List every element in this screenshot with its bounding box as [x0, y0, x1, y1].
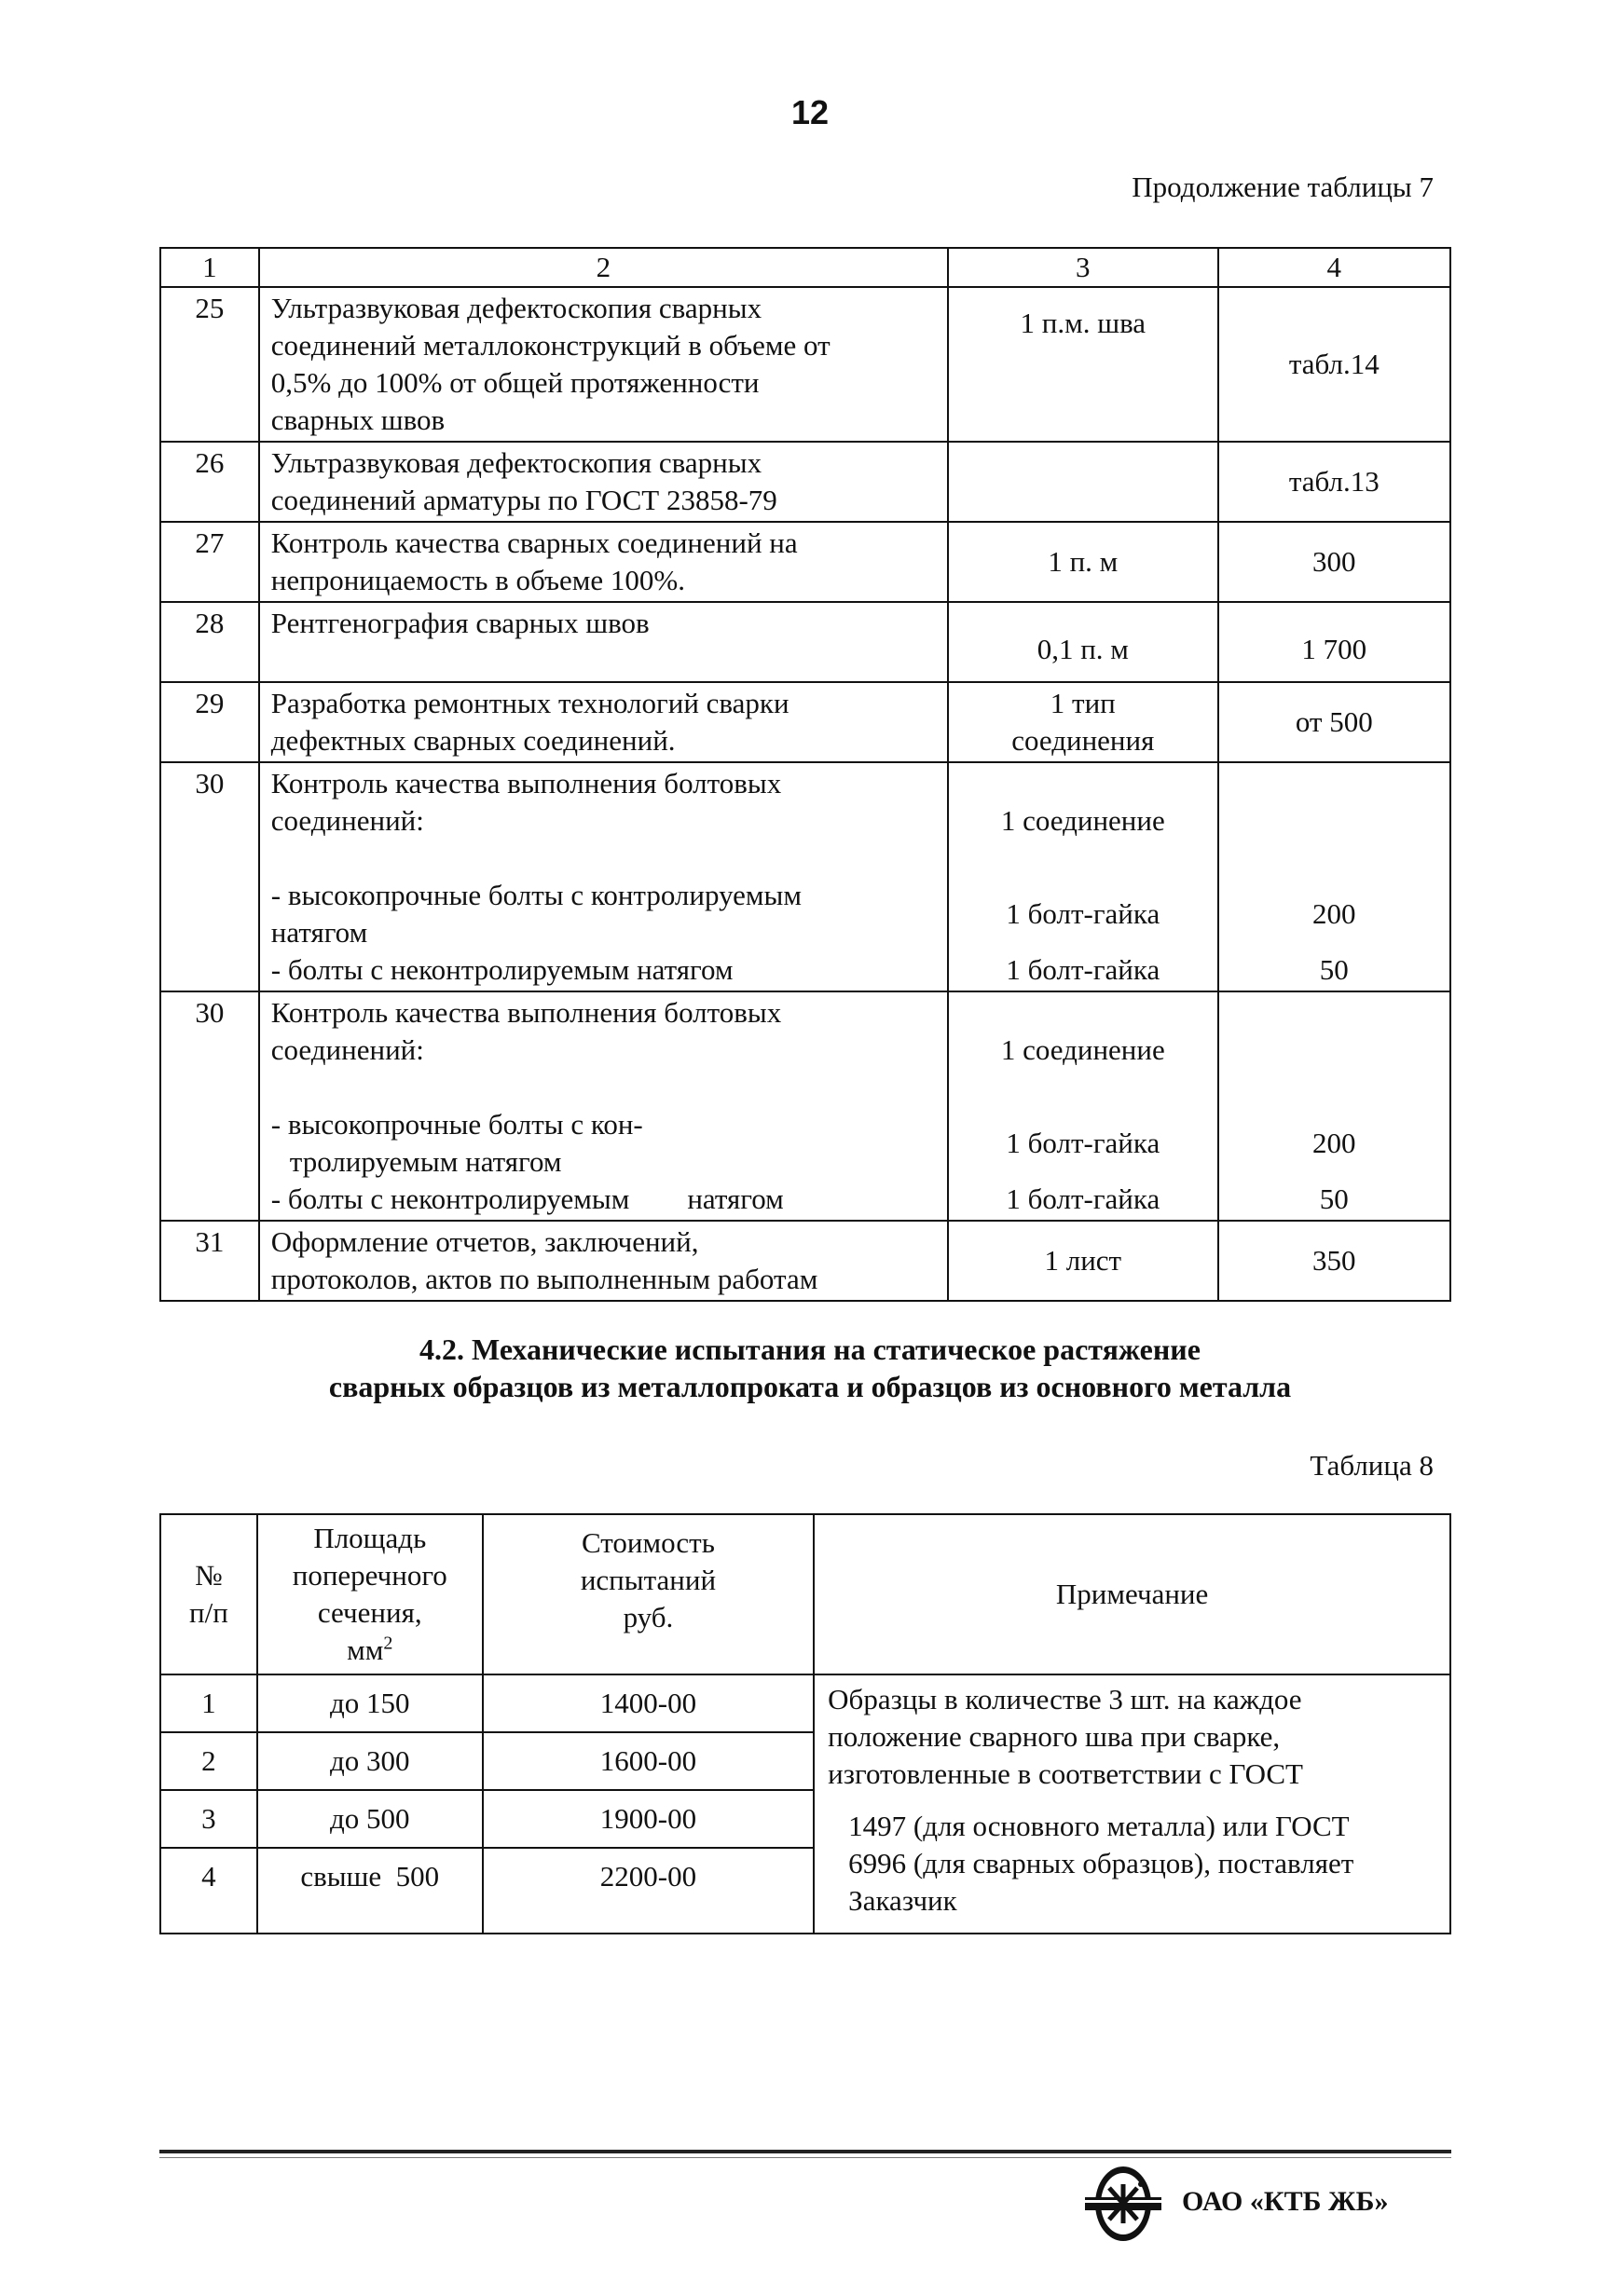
row-number: 26: [160, 442, 259, 522]
row-area: до 300: [257, 1732, 483, 1790]
row-unit: 1 соединение 1 болт-гайка 1 болт-гайка: [948, 762, 1218, 991]
note-cell: Образцы в количестве 3 шт. на каждое положение сварного шва при сварке, изготовленные в соответствии с ГОСТ 1497 (для основного металла) или ГОСТ 6996 (для сварных образцов), поставляет Заказчик: [814, 1674, 1450, 1934]
row-area: до 150: [257, 1674, 483, 1732]
row-number: 28: [160, 602, 259, 682]
table-row: [160, 522, 1450, 602]
page-number: 12: [790, 93, 830, 131]
column-header-area: Площадь поперечного сечения, $мм^2$: [257, 1514, 483, 1674]
row-description: Контроль качества выполнения болтовых соединений: - высокопрочные болты с контролируемым натягом - болты с неконтролируемым натягом: [259, 762, 948, 991]
row-description: Ультразвуковая дефектоскопия сварных соединений арматуры по ГОСТ 23858-79: [259, 442, 948, 522]
row-number: 4: [160, 1848, 257, 1934]
table-row: [160, 682, 1450, 762]
ktb-zhb-logo-icon: [1081, 2162, 1165, 2246]
table-row: [160, 991, 1450, 1221]
row-area: свыше 500: [257, 1848, 483, 1934]
column-header-number: № п/п: [160, 1514, 257, 1674]
row-cost: 1900-00: [483, 1790, 814, 1848]
table-row: [160, 762, 1450, 991]
row-number: 30: [160, 991, 259, 1221]
row-description: Ультразвуковая дефектоскопия сварных соединений металлоконструкций в объеме от 0,5% до 100% от общей протяженности сварных швов: [259, 287, 948, 442]
row-number: 1: [160, 1674, 257, 1732]
table-row: [160, 602, 1450, 682]
row-number: 25: [160, 287, 259, 442]
row-number: 31: [160, 1221, 259, 1301]
table-header-row: [160, 1514, 1450, 1674]
row-description: Контроль качества выполнения болтовых соединений: - высокопрочные болты с кон- тролируемым натягом - болты с неконтролируемым натягом: [259, 991, 948, 1221]
row-number: 30: [160, 762, 259, 991]
row-cost: табл.13: [1218, 442, 1450, 522]
row-number: 27: [160, 522, 259, 602]
column-header-note: Примечание: [814, 1514, 1450, 1674]
table-row: [160, 287, 1450, 442]
row-cost: 350: [1218, 1221, 1450, 1301]
table-7: [159, 247, 1451, 1302]
row-cost: 1 700: [1218, 602, 1450, 682]
row-description: Оформление отчетов, заключений, протоколов, актов по выполненным работам: [259, 1221, 948, 1301]
column-header: 1: [160, 248, 259, 287]
row-unit: 1 п. м: [948, 522, 1218, 602]
table-header-row: [160, 248, 1450, 287]
row-unit: 1 лист: [948, 1221, 1218, 1301]
footer-rule: [159, 2150, 1451, 2153]
row-unit: [948, 442, 1218, 522]
row-cost: табл.14: [1218, 287, 1450, 442]
organization-name: ОАО «КТБ ЖБ»: [1182, 2186, 1389, 2217]
table-8-label: Таблица 8: [1310, 1449, 1434, 1482]
row-number: 3: [160, 1790, 257, 1848]
footer-rule-thin: [159, 2157, 1451, 2158]
row-unit: 1 соединение 1 болт-гайка 1 болт-гайка: [948, 991, 1218, 1221]
row-description: Контроль качества сварных соединений на непроницаемость в объеме 100%.: [259, 522, 948, 602]
row-cost: 1600-00: [483, 1732, 814, 1790]
table-row: [160, 1221, 1450, 1301]
table-8: [159, 1513, 1451, 1934]
row-cost: 200 50: [1218, 762, 1450, 991]
table-row: [160, 1674, 1450, 1732]
row-description: Разработка ремонтных технологий сварки дефектных сварных соединений.: [259, 682, 948, 762]
column-header: 4: [1218, 248, 1450, 287]
row-cost: 200 50: [1218, 991, 1450, 1221]
column-header: 3: [948, 248, 1218, 287]
row-cost: 2200-00: [483, 1848, 814, 1934]
column-header-cost: Стоимость испытаний руб.: [483, 1514, 814, 1674]
section-title: 4.2. Механические испытания на статическое растяжение сварных образцов из металлопроката и образцов из основного металла: [328, 1332, 1292, 1403]
row-cost: 1400-00: [483, 1674, 814, 1732]
row-unit: 1 тип соединения: [948, 682, 1218, 762]
row-area: до 500: [257, 1790, 483, 1848]
row-number: 29: [160, 682, 259, 762]
row-number: 2: [160, 1732, 257, 1790]
row-unit: 0,1 п. м: [948, 602, 1218, 682]
row-cost: 300: [1218, 522, 1450, 602]
row-unit: 1 п.м. шва: [948, 287, 1218, 442]
table-row: [160, 442, 1450, 522]
column-header: 2: [259, 248, 948, 287]
row-cost: от 500: [1218, 682, 1450, 762]
table-continuation-label: Продолжение таблицы 7: [1132, 171, 1434, 203]
row-description: Рентгенография сварных швов: [259, 602, 948, 682]
